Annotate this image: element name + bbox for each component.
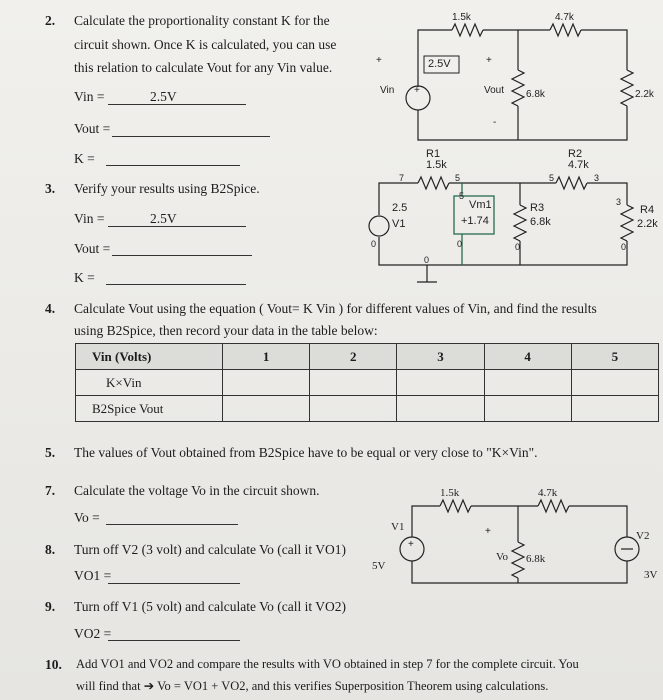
q4-line1: Calculate Vout using the equation ( Vout= K Vin ) for different values of Vin, and find the results [74, 301, 597, 316]
c2-r2-value: 4.7k [568, 159, 589, 171]
q10-line1: Add VO1 and VO2 and compare the results with VO obtained in step 7 for the complete circuit. You [76, 657, 579, 671]
q10-number: 10. [45, 657, 62, 672]
table-cell: 2 [310, 344, 397, 370]
c2-node-0e: 0 [424, 255, 430, 265]
c2-node-0b: 0 [457, 239, 463, 249]
q4-line2: using B2Spice, then record your data in the table below: [74, 323, 378, 338]
table-row-label: Vin (Volts) [76, 344, 223, 370]
q2-line2: circuit shown. Once K is calculated, you can use [74, 37, 337, 52]
q9-blank[interactable] [108, 640, 240, 641]
c1-r4-value: 2.2k [635, 89, 654, 100]
c2-node-5b: 5 [459, 191, 465, 201]
c1-vin-label: Vin [380, 85, 395, 96]
q9-number: 9. [45, 599, 56, 614]
c3-vo-plus: + [485, 526, 491, 537]
c2-node-3a: 3 [594, 173, 600, 183]
q2-number: 2. [45, 13, 56, 28]
c2-v1-value: 2.5 [392, 202, 408, 214]
q7-vo-label: Vo = [74, 510, 100, 525]
c2-node-0d: 0 [621, 242, 627, 252]
table-cell: 3 [397, 344, 484, 370]
table-cell: 1 [223, 344, 310, 370]
c1-source-value: 2.5V [428, 58, 451, 70]
c2-node-3b: 3 [616, 197, 622, 207]
q2-vin-value: 2.5V [150, 89, 177, 104]
c1-r1-value: 1.5k [452, 12, 471, 23]
q3-vout-label: Vout = [74, 241, 111, 256]
c2-r3-value: 6.8k [530, 216, 551, 228]
c3-v1-label: V1 [391, 521, 405, 533]
q3-vin-label: Vin = [74, 211, 105, 226]
q8-number: 8. [45, 542, 56, 557]
q2-vout-label: Vout = [74, 121, 111, 136]
c2-r3-name: R3 [530, 202, 545, 214]
c2-r4-name: R4 [640, 204, 655, 216]
q5-number: 5. [45, 445, 56, 460]
c2-node-5c: 5 [549, 173, 555, 183]
c2-r1-name: R1 [426, 148, 441, 160]
c2-node-7: 7 [399, 173, 405, 183]
c1-plus-source: + [414, 85, 420, 96]
c1-plus-right: + [486, 55, 492, 66]
table-cell: 4 [484, 344, 571, 370]
q9-text: Turn off V1 (5 volt) and calculate Vo (call it VO2) [74, 599, 346, 614]
table-row-label: K×Vin [76, 370, 223, 396]
q9-label: VO2 = [74, 626, 112, 641]
c3-v1-plus: + [408, 539, 414, 550]
q3-vin-value: 2.5V [150, 211, 177, 226]
q10-line2: will find that ➔ Vo = VO1 + VO2, and this verifies Superposition Theorem using calculations. [76, 679, 549, 693]
q4-number: 4. [45, 301, 56, 316]
q2-k-label: K = [74, 151, 95, 166]
c2-r4-value: 2.2k [637, 218, 658, 230]
c1-r3-value: 6.8k [526, 89, 545, 100]
c2-meter-value: +1.74 [461, 215, 489, 227]
q3-number: 3. [45, 181, 56, 196]
q2-line3: this relation to calculate Vout for any Vin value. [74, 60, 333, 75]
q5-text: The values of Vout obtained from B2Spice have to be equal or very close to "K×Vin". [74, 445, 538, 460]
c2-node-0c: 0 [515, 242, 521, 252]
q8-blank[interactable] [108, 583, 240, 584]
c1-minus-right: - [493, 117, 497, 128]
c3-v2-label: V2 [636, 530, 650, 542]
table-cell: 5 [571, 344, 658, 370]
q7-text: Calculate the voltage Vo in the circuit shown. [74, 483, 320, 498]
c1-r2-value: 4.7k [555, 12, 574, 23]
c3-v1-value: 5V [372, 560, 386, 572]
c3-r1-value: 1.5k [440, 487, 460, 499]
c3-vo-label: Vo [496, 551, 509, 563]
c2-r2-name: R2 [568, 148, 583, 160]
table-row-label: B2Spice Vout [76, 396, 223, 422]
q3-text: Verify your results using B2Spice. [74, 181, 260, 196]
c2-meter-name: Vm1 [469, 199, 492, 211]
c3-r2-value: 4.7k [538, 487, 558, 499]
c2-r1-value: 1.5k [426, 159, 447, 171]
c1-vout-label: Vout [484, 85, 505, 96]
q3-k-label: K = [74, 270, 95, 285]
c2-v1-name: V1 [392, 218, 406, 230]
q2-vin-label: Vin = [74, 89, 105, 104]
c2-node-0a: 0 [371, 239, 377, 249]
q8-label: VO1 = [74, 568, 112, 583]
c3-r3-value: 6.8k [526, 553, 546, 565]
q7-number: 7. [45, 483, 56, 498]
q2-line1: Calculate the proportionality constant K for the [74, 13, 330, 28]
c2-node-5a: 5 [455, 173, 461, 183]
q8-text: Turn off V2 (3 volt) and calculate Vo (call it VO1) [74, 542, 346, 557]
c3-v2-value: 3V [644, 569, 658, 581]
c1-plus-left: + [376, 55, 382, 66]
